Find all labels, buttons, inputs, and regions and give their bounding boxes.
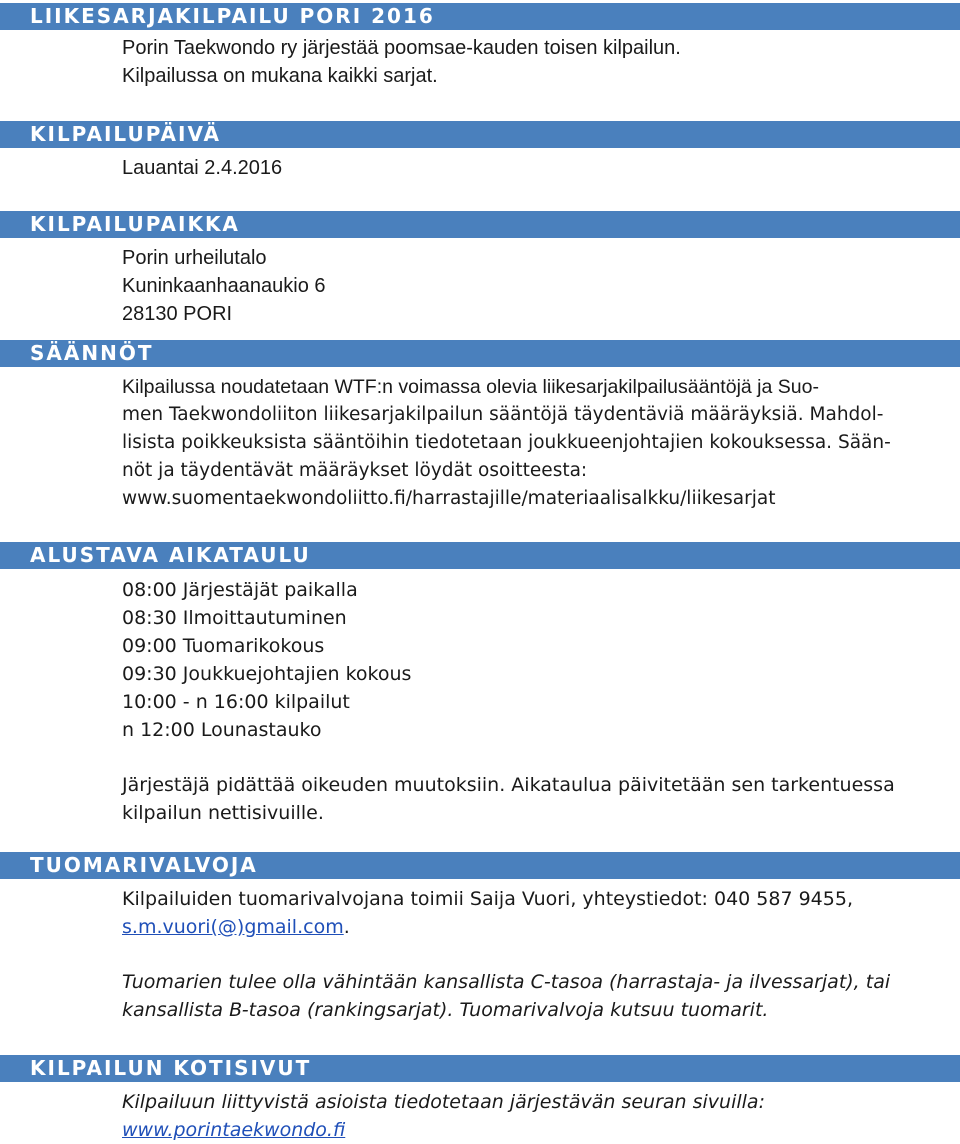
rules-line: lisista poikkeuksista sääntöihin tiedotetaan joukkueenjohtajien kokouksessa. Sään- <box>122 432 891 453</box>
competition-line: Porin Taekwondo ry järjestää poomsae-kauden toisen kilpailun. <box>122 37 681 59</box>
schedule-item: 08:00 Järjestäjät paikalla <box>122 579 358 601</box>
rules-url: www.suomentaekwondoliitto.fi/harrastajille/materiaalisalkku/liikesarjat <box>122 488 776 509</box>
rules-line: men Taekwondoliiton liikesarjakilpailun sääntöjä täydentäviä määräyksiä. Mahdol- <box>122 404 884 425</box>
schedule-list <box>122 576 952 744</box>
venue-line: 28130 PORI <box>122 303 233 325</box>
schedule-item: 09:30 Joukkuejohtajien kokous <box>122 663 412 685</box>
section-header-competition: LIIKESARJAKILPAILU PORI 2016 <box>0 3 960 30</box>
section-header-referee: TUOMARIVALVOJA <box>0 852 960 879</box>
section-header-date: KILPAILUPÄIVÄ <box>0 121 960 148</box>
section-header-homepage: KILPAILUN KOTISIVUT <box>0 1055 960 1082</box>
venue-line: Porin urheilutalo <box>122 247 267 269</box>
referee-note <box>122 968 952 1024</box>
referee-contact: Kilpailuiden tuomarivalvojana toimii Saija Vuori, yhteystiedot: 040 587 9455, <box>122 888 853 910</box>
competition-date <box>122 154 952 182</box>
schedule-item: 08:30 Ilmoittautuminen <box>122 607 347 629</box>
referee-email-line <box>122 913 952 941</box>
homepage-link-line <box>122 1116 952 1144</box>
schedule-note-line: Järjestäjä pidättää oikeuden muutoksiin. Aikataulua päivitetään sen tarkentuessa <box>122 774 895 796</box>
homepage-link[interactable]: www.porintaekwondo.fi <box>122 1119 346 1141</box>
schedule-item: 09:00 Tuomarikokous <box>122 635 325 657</box>
referee-info <box>122 885 952 941</box>
schedule-note <box>122 771 952 827</box>
rules-line: Kilpailussa noudatetaan WTF:n voimassa olevia liikesarjakilpailusääntöjä ja Suo- <box>122 376 819 398</box>
homepage-text: Kilpailuun liittyvistä asioista tiedotetaan järjestävän seuran sivuilla: <box>122 1091 765 1113</box>
competition-info <box>122 34 952 90</box>
referee-email-link[interactable]: s.m.vuori(@)gmail.com <box>122 916 344 938</box>
rules-line: nöt ja täydentävät määräykset löydät osoitteesta: <box>122 460 588 481</box>
homepage-info <box>122 1088 952 1144</box>
referee-note-line: kansallista B-tasoa (rankingsarjat). Tuomarivalvoja kutsuu tuomarit. <box>122 999 769 1021</box>
rules-text <box>122 373 952 513</box>
competition-line: Kilpailussa on mukana kaikki sarjat. <box>122 65 438 87</box>
schedule-item: n 12:00 Lounastauko <box>122 719 322 741</box>
email-suffix: . <box>343 916 350 938</box>
date-value: Lauantai 2.4.2016 <box>122 157 283 179</box>
venue-line: Kuninkaanhaanaukio 6 <box>122 275 326 297</box>
section-header-rules: SÄÄNNÖT <box>0 340 960 367</box>
section-header-schedule: ALUSTAVA AIKATAULU <box>0 542 960 569</box>
schedule-note-line: kilpailun nettisivuille. <box>122 802 324 824</box>
referee-note-line: Tuomarien tulee olla vähintään kansallista C-tasoa (harrastaja- ja ilvessarjat), tai <box>122 971 891 993</box>
section-header-venue: KILPAILUPAIKKA <box>0 211 960 238</box>
venue-address <box>122 244 952 328</box>
schedule-item: 10:00 - n 16:00 kilpailut <box>122 691 350 713</box>
